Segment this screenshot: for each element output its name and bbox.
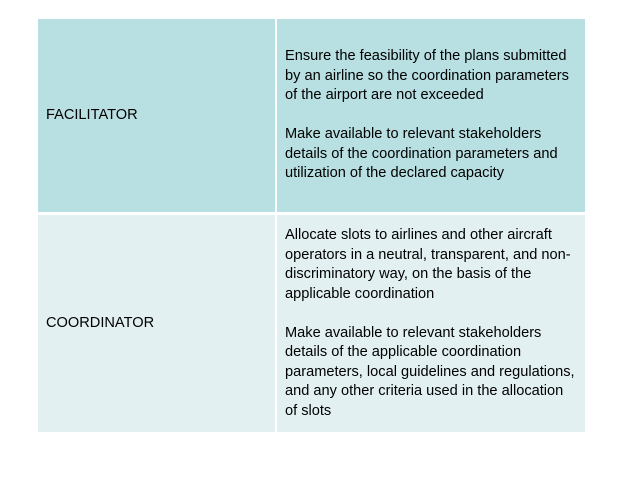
description-paragraph: Ensure the feasibility of the plans submitted by an airline so the coordination parameters of the airport are not exceeded: [285, 48, 569, 104]
role-cell: [38, 19, 277, 215]
description-paragraph: Make available to relevant stakeholders details of the applicable coordination parameters, local guidelines and regulations, and any other criteria used in the allocation of slots: [285, 324, 575, 419]
description-paragraph: Make available to relevant stakeholders details of the coordination parameters and utilization of the declared capacity: [285, 126, 558, 182]
description-cell: [277, 215, 585, 432]
role-label: COORDINATOR: [46, 314, 155, 331]
roles-table: [38, 19, 585, 432]
description-paragraph: Allocate slots to airlines and other aircraft operators in a neutral, transparent, and non-discriminatory way, on the basis of the applicable coordination: [285, 227, 571, 302]
role-label: FACILITATOR: [46, 106, 138, 123]
description-cell: [277, 19, 585, 215]
role-cell: [38, 215, 277, 432]
table-row-facilitator: [38, 19, 585, 215]
table-row-coordinator: [38, 215, 585, 432]
